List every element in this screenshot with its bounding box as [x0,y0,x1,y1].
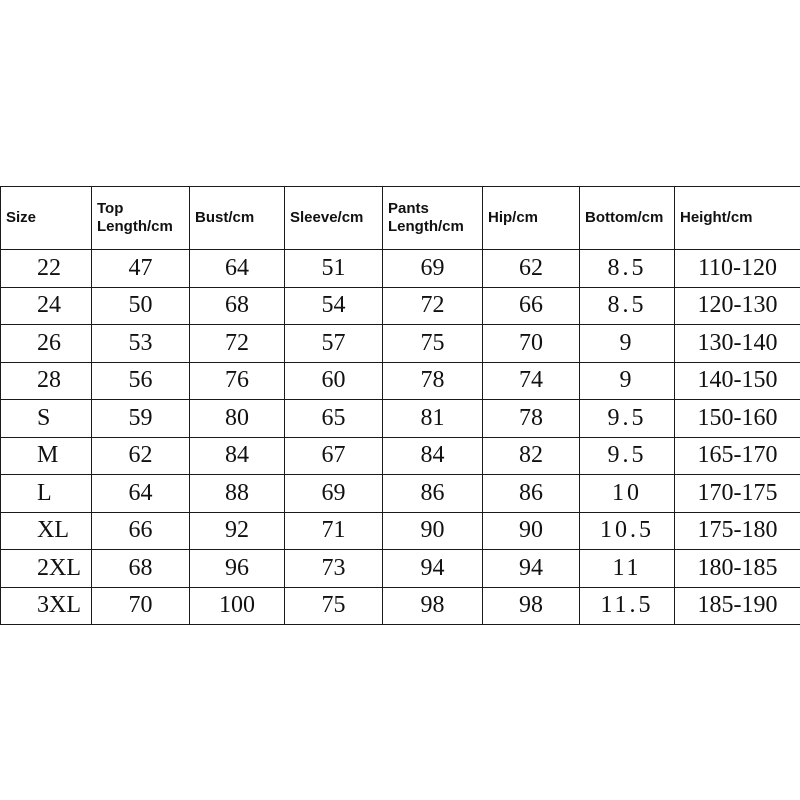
cell-bottom: 8.5 [580,250,675,288]
cell-hip: 82 [483,437,580,475]
cell-height: 140-150 [675,362,800,400]
cell-size: 3XL [1,587,92,625]
cell-top-length: 53 [92,325,190,363]
cell-bust: 76 [190,362,285,400]
table-row [1,475,800,513]
cell-size: 24 [1,287,92,325]
cell-top-length: 50 [92,287,190,325]
header-row [1,187,800,250]
cell-bust: 80 [190,400,285,438]
table-row [1,362,800,400]
cell-pants-length: 69 [383,250,483,288]
cell-height: 185-190 [675,587,800,625]
cell-sleeve: 69 [285,475,383,513]
header-sleeve: Sleeve/cm [285,187,383,250]
cell-sleeve: 75 [285,587,383,625]
cell-pants-length: 81 [383,400,483,438]
cell-hip: 74 [483,362,580,400]
size-chart-table [0,186,800,625]
table-row [1,325,800,363]
cell-sleeve: 71 [285,512,383,550]
cell-size: M [1,437,92,475]
cell-height: 120-130 [675,287,800,325]
cell-pants-length: 72 [383,287,483,325]
cell-bust: 72 [190,325,285,363]
cell-top-length: 47 [92,250,190,288]
cell-height: 175-180 [675,512,800,550]
cell-bottom: 9 [580,325,675,363]
cell-bust: 88 [190,475,285,513]
cell-sleeve: 73 [285,550,383,588]
cell-top-length: 56 [92,362,190,400]
cell-pants-length: 98 [383,587,483,625]
cell-pants-length: 75 [383,325,483,363]
cell-bottom: 9 [580,362,675,400]
cell-pants-length: 86 [383,475,483,513]
cell-hip: 70 [483,325,580,363]
cell-top-length: 59 [92,400,190,438]
cell-bottom: 9.5 [580,437,675,475]
table-header [1,187,800,250]
header-size: Size [1,187,92,250]
cell-hip: 66 [483,287,580,325]
cell-hip: 98 [483,587,580,625]
header-top-length-line2: Length/cm [97,218,173,235]
cell-bust: 68 [190,287,285,325]
cell-sleeve: 67 [285,437,383,475]
table-row [1,587,800,625]
table-body [1,250,800,625]
cell-top-length: 68 [92,550,190,588]
cell-bottom: 8.5 [580,287,675,325]
header-height: Height/cm [675,187,800,250]
cell-top-length: 70 [92,587,190,625]
cell-pants-length: 84 [383,437,483,475]
cell-sleeve: 54 [285,287,383,325]
cell-height: 130-140 [675,325,800,363]
cell-top-length: 66 [92,512,190,550]
cell-pants-length: 90 [383,512,483,550]
cell-bust: 96 [190,550,285,588]
cell-bottom: 11.5 [580,587,675,625]
cell-hip: 78 [483,400,580,438]
cell-sleeve: 51 [285,250,383,288]
cell-hip: 90 [483,512,580,550]
cell-top-length: 62 [92,437,190,475]
cell-size: L [1,475,92,513]
cell-size: 28 [1,362,92,400]
header-pants-length [383,187,483,250]
table-row [1,287,800,325]
header-top-length-line1: Top [97,200,124,217]
cell-size: 2XL [1,550,92,588]
cell-bottom: 11 [580,550,675,588]
cell-sleeve: 65 [285,400,383,438]
cell-size: S [1,400,92,438]
cell-size: 22 [1,250,92,288]
cell-height: 180-185 [675,550,800,588]
header-top-length [92,187,190,250]
table-row [1,250,800,288]
cell-hip: 62 [483,250,580,288]
cell-bust: 84 [190,437,285,475]
cell-pants-length: 94 [383,550,483,588]
cell-hip: 94 [483,550,580,588]
header-pants-length-line2: Length/cm [388,218,464,235]
cell-height: 165-170 [675,437,800,475]
cell-size: XL [1,512,92,550]
header-hip: Hip/cm [483,187,580,250]
header-pants-length-line1: Pants [388,200,429,217]
cell-height: 110-120 [675,250,800,288]
table-row [1,437,800,475]
table-row [1,400,800,438]
cell-top-length: 64 [92,475,190,513]
table-row [1,512,800,550]
cell-bust: 92 [190,512,285,550]
table-row [1,550,800,588]
cell-bust: 64 [190,250,285,288]
cell-sleeve: 60 [285,362,383,400]
cell-hip: 86 [483,475,580,513]
header-bust: Bust/cm [190,187,285,250]
cell-height: 150-160 [675,400,800,438]
header-bottom: Bottom/cm [580,187,675,250]
cell-height: 170-175 [675,475,800,513]
cell-bust: 100 [190,587,285,625]
cell-bottom: 10 [580,475,675,513]
cell-sleeve: 57 [285,325,383,363]
cell-size: 26 [1,325,92,363]
cell-pants-length: 78 [383,362,483,400]
cell-bottom: 9.5 [580,400,675,438]
cell-bottom: 10.5 [580,512,675,550]
